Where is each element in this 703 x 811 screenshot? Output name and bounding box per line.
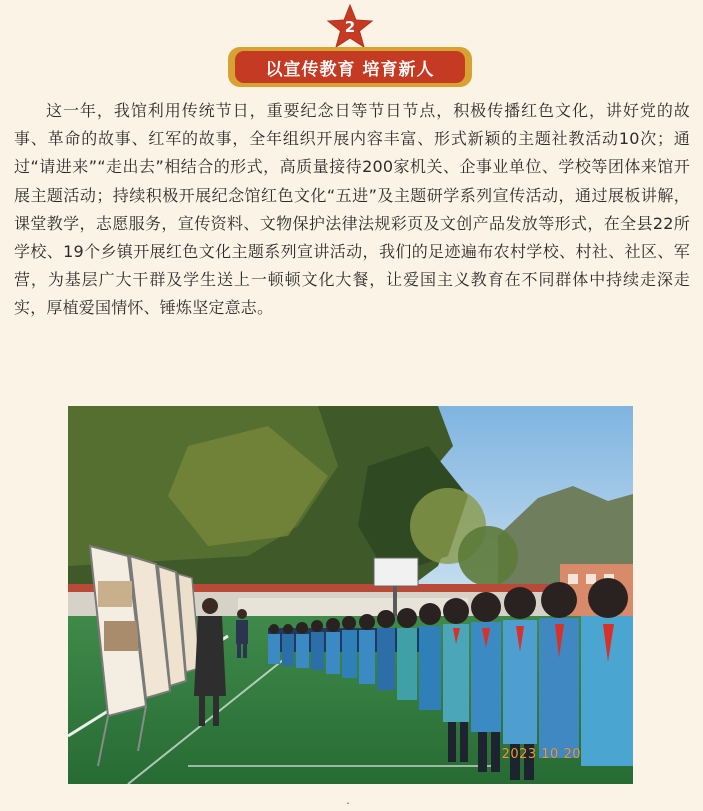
photo-date-stamp: 2023 10 20	[501, 747, 581, 762]
event-photo	[68, 406, 633, 784]
article-paragraph: 这一年，我馆利用传统节日，重要纪念日等节日节点，积极传播红色文化，讲好党的故事、革命的故事、红军的故事，全年组织开展内容丰富、形式新颖的主题社教活动10次；通过“请进来”“走出去”相结合的形式，高质量接待200家机关、企事业单位、学校等团体来馆开展主题活动；持续积极开展纪念馆红色文化“五进”及主题研学系列宣传活动，通过展板讲解，课堂教学，志愿服务，宣传资料、文物保护法律法规彩页及文创产品发放等形式，在全县22所学校、19个乡镇开展红色文化主题系列宣讲活动，我们的足迹遍布农村学校、村社、社区、军营，为基层广大干群及学生送上一顿顿文化大餐，让爱国主义教育在不同群体中持续走深走实，厚植爱国情怀、锤炼坚定意志。	[14, 101, 690, 318]
section-number: 2	[344, 18, 356, 36]
section-star-badge	[326, 4, 374, 48]
event-photo-illustration	[68, 406, 633, 784]
section-title: 以宣传教育 培育新人	[235, 51, 465, 83]
bottom-divider-mark: ˇ	[346, 802, 350, 811]
section-title-banner	[228, 47, 472, 87]
